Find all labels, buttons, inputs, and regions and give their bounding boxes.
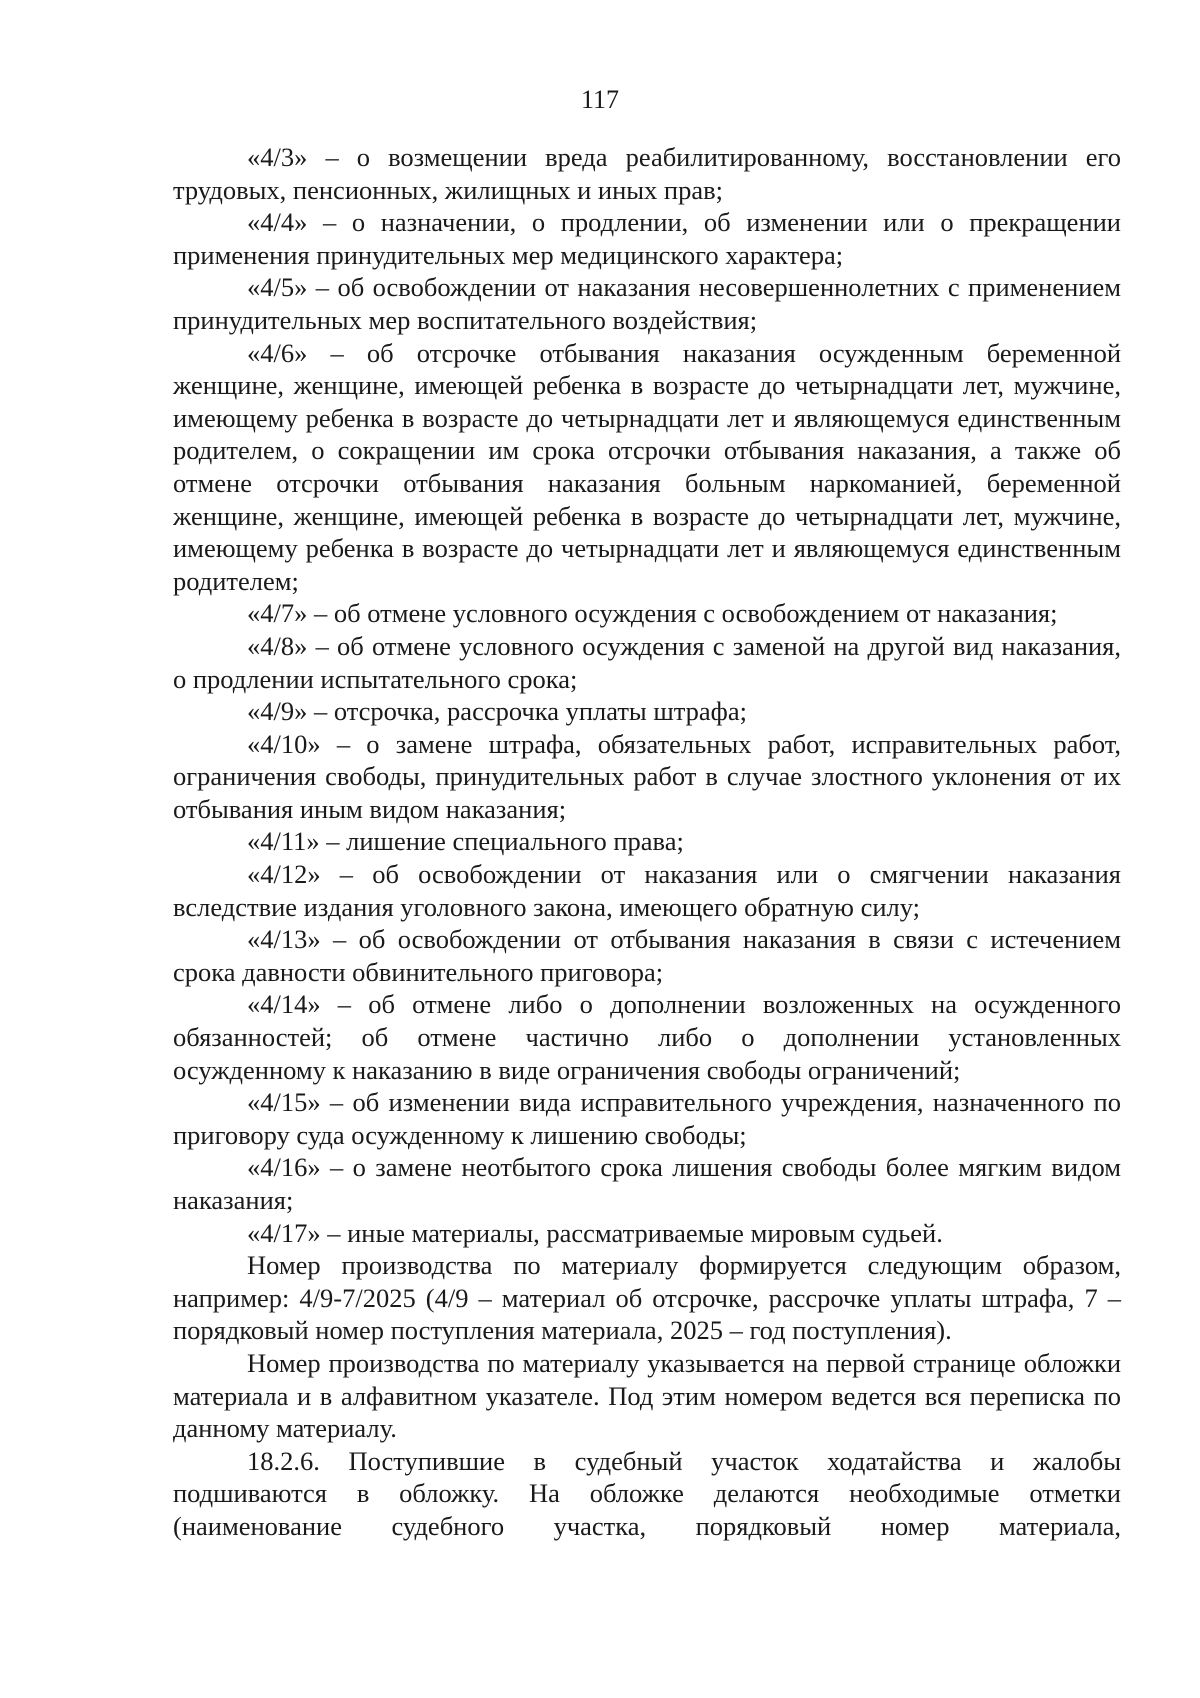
paragraph-4-7: «4/7» – об отмене условного осуждения с освобождением от наказания; <box>247 598 1058 629</box>
paragraph-4-8: «4/8» – об отмене условного осуждения с заменой на другой вид наказания, о продлении испытательного срока; <box>173 630 1121 694</box>
page-number: 117 <box>580 85 620 114</box>
paragraph-4-6: «4/6» – об отсрочке отбывания наказания осужденным беременной женщине, женщине, имеющей ребенка в возрасте до четырнадцати лет, мужчине, имеющему ребенка в возрасте до четырнадцати лет и являющемуся единственным родителем, о сокращении им срока отсрочки отбывания наказания, а также об отмене отсрочки отбывания наказания больным наркоманией, беременной женщине, женщине, имеющей ребенка в возрасте до четырнадцати лет, мужчине, имеющему ребенка в возрасте до четырнадцати лет и являющемуся единственным родителем; <box>173 337 1121 596</box>
paragraph-4-16: «4/16» – о замене неотбытого срока лишения свободы более мягким видом наказания; <box>173 1152 1121 1215</box>
paragraph-4-5: «4/5» – об освобождении от наказания несовершеннолетних с применением принудительных мер воспитательного воздействия; <box>173 272 1121 335</box>
paragraph-18-2-6: 18.2.6. Поступившие в судебный участок ходатайства и жалобы подшиваются в обложку. На обложке делаются необходимые отметки (наименование судебного участка, порядковый номер материала, <box>173 1445 1121 1541</box>
paragraph-4-10: «4/10» – о замене штрафа, обязательных работ, исправительных работ, ограничения свободы, принудительных работ в случае злостного уклонения от их отбывания иным видом наказания; <box>173 728 1121 824</box>
paragraph-4-17: «4/17» – иные материалы, рассматриваемые мировым судьей. <box>247 1217 943 1248</box>
document-body <box>173 141 1121 1543</box>
paragraph-4-12: «4/12» – об освобождении от наказания или о смягчении наказания вследствие издания уголовного закона, имеющего обратную силу; <box>173 859 1121 922</box>
paragraph-case-number-format: Номер производства по материалу формируется следующим образом, например: 4/9-7/2025 (4/9 – материал об отсрочке, рассрочке уплаты штрафа, 7 – порядковый номер поступления материала, 2025 – год поступления). <box>173 1250 1121 1346</box>
paragraph-4-14: «4/14» – об отмене либо о дополнении возложенных на осужденного обязанностей; об отмене частично либо о дополнении установленных осужденному к наказанию в виде ограничения свободы ограничений; <box>173 989 1121 1085</box>
paragraph-4-15: «4/15» – об изменении вида исправительного учреждения, назначенного по приговору суда осужденному к лишению свободы; <box>173 1087 1121 1150</box>
paragraph-4-3: «4/3» – о возмещении вреда реабилитированному, восстановлении его трудовых, пенсионных, жилищных и иных прав; <box>173 142 1121 205</box>
paragraph-4-9: «4/9» – отсрочка, рассрочка уплаты штрафа; <box>247 696 747 727</box>
paragraph-4-4: «4/4» – о назначении, о продлении, об изменении или о прекращении применения принудительных мер медицинского характера; <box>173 207 1121 270</box>
paragraph-4-11: «4/11» – лишение специального права; <box>247 826 684 857</box>
paragraph-4-13: «4/13» – об освобождении от отбывания наказания в связи с истечением срока давности обвинительного приговора; <box>173 924 1121 987</box>
paragraph-case-number-placement: Номер производства по материалу указывается на первой странице обложки материала и в алфавитном указателе. Под этим номером ведется вся переписка по данному материалу. <box>173 1347 1121 1444</box>
